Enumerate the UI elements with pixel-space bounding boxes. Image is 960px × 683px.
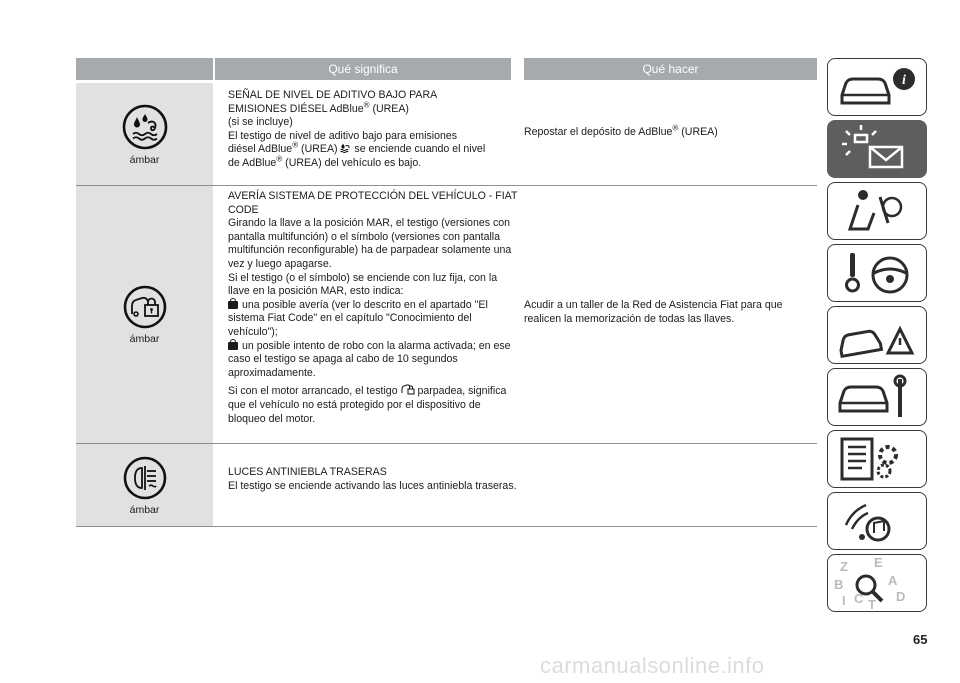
index-letter: D	[896, 589, 906, 604]
rear-fog-light-icon	[122, 455, 168, 501]
meaning-paragraph: Si el testigo (o el símbolo) se enciende con luz fija, con la llave en la posición MAR, esto indica:	[228, 271, 498, 298]
meaning-bullet: una posible avería (ver lo descrito en el apartado "El sistema Fiat Code" en el capítulo "Conocimiento del vehículo");	[228, 298, 488, 338]
tab-technical-data[interactable]	[827, 430, 927, 488]
color-label: ámbar	[129, 153, 160, 166]
table-row	[76, 186, 817, 444]
tab-safety[interactable]	[827, 182, 927, 240]
key-bullet-icon	[228, 301, 238, 309]
multimedia-icon	[828, 493, 928, 551]
steering-key-icon	[828, 245, 928, 303]
registered-mark: ®	[363, 100, 370, 110]
svg-text:i: i	[902, 73, 906, 88]
tab-maintenance[interactable]	[827, 368, 927, 426]
icon-cell	[76, 186, 213, 443]
icon-cell	[76, 444, 213, 526]
meaning-title-line2: EMISIONES DIÉSEL AdBlue	[228, 102, 364, 115]
adblue-level-icon	[121, 103, 169, 151]
color-label: ámbar	[129, 333, 160, 345]
page-number: 65	[913, 632, 928, 647]
tab-starting-driving[interactable]	[827, 244, 927, 302]
index-letter: I	[842, 593, 846, 608]
meaning-title-line2-end: (UREA)	[369, 102, 409, 115]
adblue-inline-icon	[340, 143, 351, 153]
immobilizer-fiat-code-icon	[122, 284, 168, 330]
immobilizer-inline-icon	[401, 383, 415, 395]
meaning-line2: diésel AdBlue	[228, 143, 293, 156]
airbag-seat-icon	[828, 183, 928, 241]
key-bullet-icon	[228, 342, 238, 350]
meaning-paragraph: El testigo se enciende activando las luces antiniebla traseras.	[228, 479, 517, 492]
meaning-line1: El testigo de nivel de aditivo bajo para emisiones	[228, 129, 458, 142]
car-info-icon	[828, 59, 928, 117]
table-row	[76, 83, 817, 186]
registered-mark: ®	[672, 123, 679, 133]
meaning-line2-end: se enciende cuando el nivel	[351, 143, 486, 156]
action-text: Acudir a un taller de la Red de Asistencia Fiat para que realicen la memorización de todas las llaves.	[524, 299, 783, 325]
index-letter: C	[854, 591, 864, 606]
meaning-note: (si se incluye)	[228, 116, 293, 129]
tab-warning-lights[interactable]	[827, 120, 927, 178]
meaning-paragraph: Si con el motor arrancado, el testigo	[228, 385, 401, 398]
meaning-paragraph: Girando la llave a la posición MAR, el testigo (versiones con pantalla multifunción) o el símbolo (versiones con pantalla multifunción reconfigurable) ha de parpadear solamente una vez y luego apagarse.	[228, 217, 512, 270]
meaning-text	[228, 89, 518, 171]
technical-data-icon	[828, 431, 928, 489]
meaning-text	[228, 466, 518, 493]
meaning-bullet: un posible intento de robo con la alarma activada; en ese caso el testigo se apaga al cabo de 10 segundos aproximadamente.	[228, 339, 511, 379]
meaning-title: AVERÍA SISTEMA DE PROTECCIÓN DEL VEHÍCULO - FIAT CODE	[228, 190, 518, 216]
icon-cell	[76, 83, 213, 185]
breakdown-warning-icon	[828, 307, 928, 365]
meaning-line3: de AdBlue	[228, 156, 277, 169]
index-letter: T	[868, 597, 876, 612]
action-text	[524, 123, 816, 140]
color-label: ámbar	[129, 503, 160, 516]
tab-multimedia[interactable]	[827, 492, 927, 550]
action-line: Repostar el depósito de AdBlue	[524, 126, 673, 138]
warning-light-icon	[828, 121, 928, 179]
header-action: Qué hacer	[524, 58, 817, 80]
index-letter: A	[888, 573, 898, 588]
table-row	[76, 444, 817, 527]
action-line-end: (UREA)	[678, 126, 718, 138]
meaning-text	[228, 190, 518, 426]
alphabetical-index-icon	[828, 555, 928, 613]
meaning-line3-end: (UREA) del vehículo es bajo.	[282, 156, 422, 169]
index-letter: Z	[840, 559, 848, 574]
car-maintenance-icon	[828, 369, 928, 427]
registered-mark: ®	[292, 140, 299, 150]
index-letter: E	[874, 555, 883, 570]
tab-car-info[interactable]	[827, 58, 927, 116]
header-icon-column	[76, 58, 213, 80]
index-letter: B	[834, 577, 844, 592]
meaning-title: LUCES ANTINIEBLA TRASERAS	[228, 466, 387, 478]
meaning-title: SEÑAL DE NIVEL DE ADITIVO BAJO PARA	[228, 89, 438, 101]
meaning-paragraph-end: parpadea, significa que el vehículo no está protegido por el dispositivo de bloqueo del motor.	[228, 385, 507, 425]
tab-emergency[interactable]	[827, 306, 927, 364]
meaning-line2-mid: (UREA)	[298, 143, 341, 156]
registered-mark: ®	[276, 154, 283, 164]
header-meaning: Qué significa	[215, 58, 511, 80]
tab-alphabetical-index[interactable]	[827, 554, 927, 612]
watermark: carmanualsonline.info	[540, 653, 765, 678]
